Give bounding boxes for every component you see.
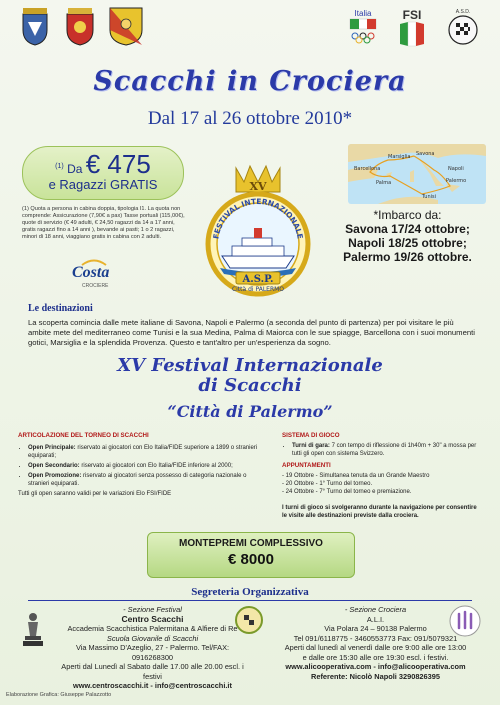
embark-info: [325, 208, 490, 264]
appointment-item: - 20 Ottobre - 1° Turno del torneo.: [282, 481, 373, 487]
cruise-hours: Aperti dal lunedì al venerdì dalle ore 9:00 alle ore 13:00: [284, 643, 467, 652]
coni-italia-logo: [346, 6, 380, 46]
festival-contact: [55, 605, 250, 691]
festival-section-label: - Sezione Festival: [123, 605, 182, 614]
graphics-credit: Elaborazione Grafica: Giuseppe Palazzotto: [6, 692, 112, 698]
svg-text:Città di PALERMO: Città di PALERMO: [231, 286, 285, 293]
tournament-structure: [18, 432, 258, 498]
centro-scacchi-name: Centro Scacchi: [121, 613, 184, 624]
open-label: Open Secondario:: [28, 463, 80, 469]
open-text: riservato ai giocatori senza possesso di categoria nazionale o stranieri equiparati.: [28, 473, 247, 487]
open-label: Open Promozione:: [28, 473, 82, 479]
cruise-referent: Referente: Nicolò Napoli 3290826395: [311, 671, 440, 681]
event-dates: Dal 17 al 26 ottobre 2010*: [147, 108, 353, 129]
appointments-heading: APPUNTAMENTI: [282, 462, 331, 469]
price-box: [22, 146, 184, 200]
destinations-heading: Le destinazioni: [28, 303, 93, 314]
embark-title: *Imbarco da:: [373, 208, 442, 222]
cruise-contact: [268, 605, 483, 681]
prize-value: € 8000: [228, 551, 274, 568]
price-da: Da: [67, 162, 83, 176]
cruise-section-label: - Sezione Crociera: [344, 605, 407, 614]
ali-name: A.L.I.: [366, 614, 385, 624]
svg-text:FSI: FSI: [402, 8, 422, 22]
coat-of-arms-logo-2: [64, 6, 96, 46]
cruise-route-map: [348, 144, 486, 204]
festival-title-line1: XV Festival Internazionale: [117, 355, 383, 376]
svg-text:Palermo: Palermo: [446, 178, 467, 184]
sicily-region-logo: [108, 6, 144, 46]
game-system: [282, 432, 482, 520]
open-text: riservato ai giocatori con Elo Italia/FIDE inferiore al 2000;: [81, 463, 233, 469]
appointment-item: - 19 Ottobre - Simultanea tenuta da un Grande Maestro: [282, 473, 430, 479]
cruise-web[interactable]: www.alicooperativa.com - info@alicooperativa.com: [285, 662, 466, 671]
cruise-hours: e dalle ore 15:30 alle ore 19:30 escl. i festivi.: [302, 652, 449, 662]
svg-text:Palma: Palma: [376, 180, 392, 186]
school-name: Scuola Giovanile di Scacchi: [106, 633, 199, 643]
appointment-item: - 24 Ottobre - 7° Turno del torneo e premiazione.: [282, 489, 412, 495]
svg-text:XV: XV: [249, 180, 267, 193]
list-item: [28, 444, 258, 460]
tournament-footer: Tutti gli open saranno validi per le variazioni Elo FSI/FIDE: [18, 491, 172, 497]
svg-text:FESTIVAL INTERNAZIONALE: FESTIVAL INTERNAZIONALE: [211, 196, 305, 240]
costa-name: Costa: [72, 264, 110, 281]
org-name: Accademia Scacchistica Palermitana & Alfiere di Re: [67, 624, 238, 633]
svg-text:Tunisi: Tunisi: [422, 194, 437, 200]
svg-text:Barcellona: Barcellona: [354, 166, 381, 172]
chess-piece-icon: [18, 610, 48, 650]
list-item: [28, 472, 258, 488]
festival-emblem: [198, 160, 318, 300]
svg-text:Napoli: Napoli: [448, 166, 464, 172]
festival-address: Via Massimo D'Azeglio, 27 - Palermo. Tel/FAX: 0916268300: [75, 643, 230, 662]
svg-text:Marsiglia: Marsiglia: [388, 154, 411, 160]
rounds-text: 7 con tempo di riflessione di 1h40m + 30" a mossa per tutti gli open con sistema Svizzero.: [292, 443, 477, 457]
festival-title: [0, 356, 500, 396]
open-label: Open Principale:: [28, 445, 76, 451]
svg-text:Savona: Savona: [416, 151, 435, 157]
svg-text:A.S.P.: A.S.P.: [242, 274, 274, 285]
open-text: riservato ai giocatori con Elo Italia/FIDE superiore a 1899 o stranieri equiparati;: [28, 445, 258, 459]
fsi-logo: [396, 6, 428, 48]
prize-title: MONTEPREMI COMPLESSIVO: [179, 538, 323, 549]
price-amount: € 475: [85, 149, 151, 179]
destinations-text: La scoperta comincia dalle mete italiane di Savona, Napoli e Palermo (a seconda del punto di partenza) per poi visitare le più ambite mete del mediterraneo come Tunisi e la sua Medina, Palma di Maiorca con le sue spiagge, Barcellona con i suoi monumenti gotici, Marsiglia e la splendida Provenza. Questo e tant'altro per un'esperienza da sogno.: [28, 318, 475, 347]
price-notes: (1) Quota a persona in cabina doppia, tipologia I1. La quota non comprende: Assicurazione (7,90€ a pax) Tasse portuali (115,00€), quote di servizio (€ 49 adulti, € 24,50 ragazzi da 14 a 17 anni, gratis ragazzi fino a 14 anni ), bevande ai pasti; 1 o 2 ragazzi, minori di 18 anni, viaggiano gratis in cabina con 2 adulti.: [22, 206, 185, 240]
rounds-note: I turni di gioco si svolgeranno durante la navigazione per consentire le visite alle destinazioni previste dalla crociera.: [282, 505, 477, 519]
price-line: [23, 149, 183, 180]
list-item: [28, 462, 258, 470]
kids-free-label: e Ragazzi GRATIS: [48, 177, 158, 192]
rounds-label: Turni di gara:: [292, 443, 330, 449]
list-item: [292, 442, 482, 458]
secretariat-heading: Segreteria Organizzativa: [191, 586, 309, 598]
tournament-list: [18, 444, 258, 488]
price-note-marker: (1): [55, 163, 64, 170]
tournament-heading: ARTICOLAZIONE DEL TORNEO DI SCACCHI: [18, 432, 149, 439]
festival-subtitle: “Città di Palermo”: [167, 402, 333, 421]
embark-line: Palermo 19/26 ottobre.: [343, 250, 472, 264]
festival-title-line2: di Scacchi: [198, 375, 302, 396]
svg-text:A.S.D.: A.S.D.: [455, 9, 471, 15]
system-heading: SISTEMA DI GIOCO: [282, 432, 340, 439]
asd-club-logo: [440, 6, 486, 46]
cruise-address: Via Polara 24 – 90138 Palermo: [324, 624, 427, 633]
coat-of-arms-logo-1: [20, 6, 50, 46]
festival-hours: Aperti dal Lunedì al Sabato dalle 17.00 alle 20.00 escl. i festivi: [61, 662, 244, 681]
embark-line: Napoli 18/25 ottobre;: [348, 236, 467, 250]
costa-sub: CROCIERE: [82, 283, 109, 289]
main-title: Scacchi in Crociera: [93, 66, 407, 97]
divider: [28, 600, 472, 601]
festival-web[interactable]: www.centroscacchi.it - info@centroscacchi.it: [73, 681, 232, 690]
cruise-phones: Tel 091/6118775 - 3460553773 Fax: 091/5079321: [293, 633, 458, 643]
system-list: [282, 442, 482, 458]
svg-text:Italia: Italia: [354, 9, 372, 18]
embark-line: Savona 17/24 ottobre;: [345, 222, 470, 236]
prize-box: [147, 532, 355, 578]
